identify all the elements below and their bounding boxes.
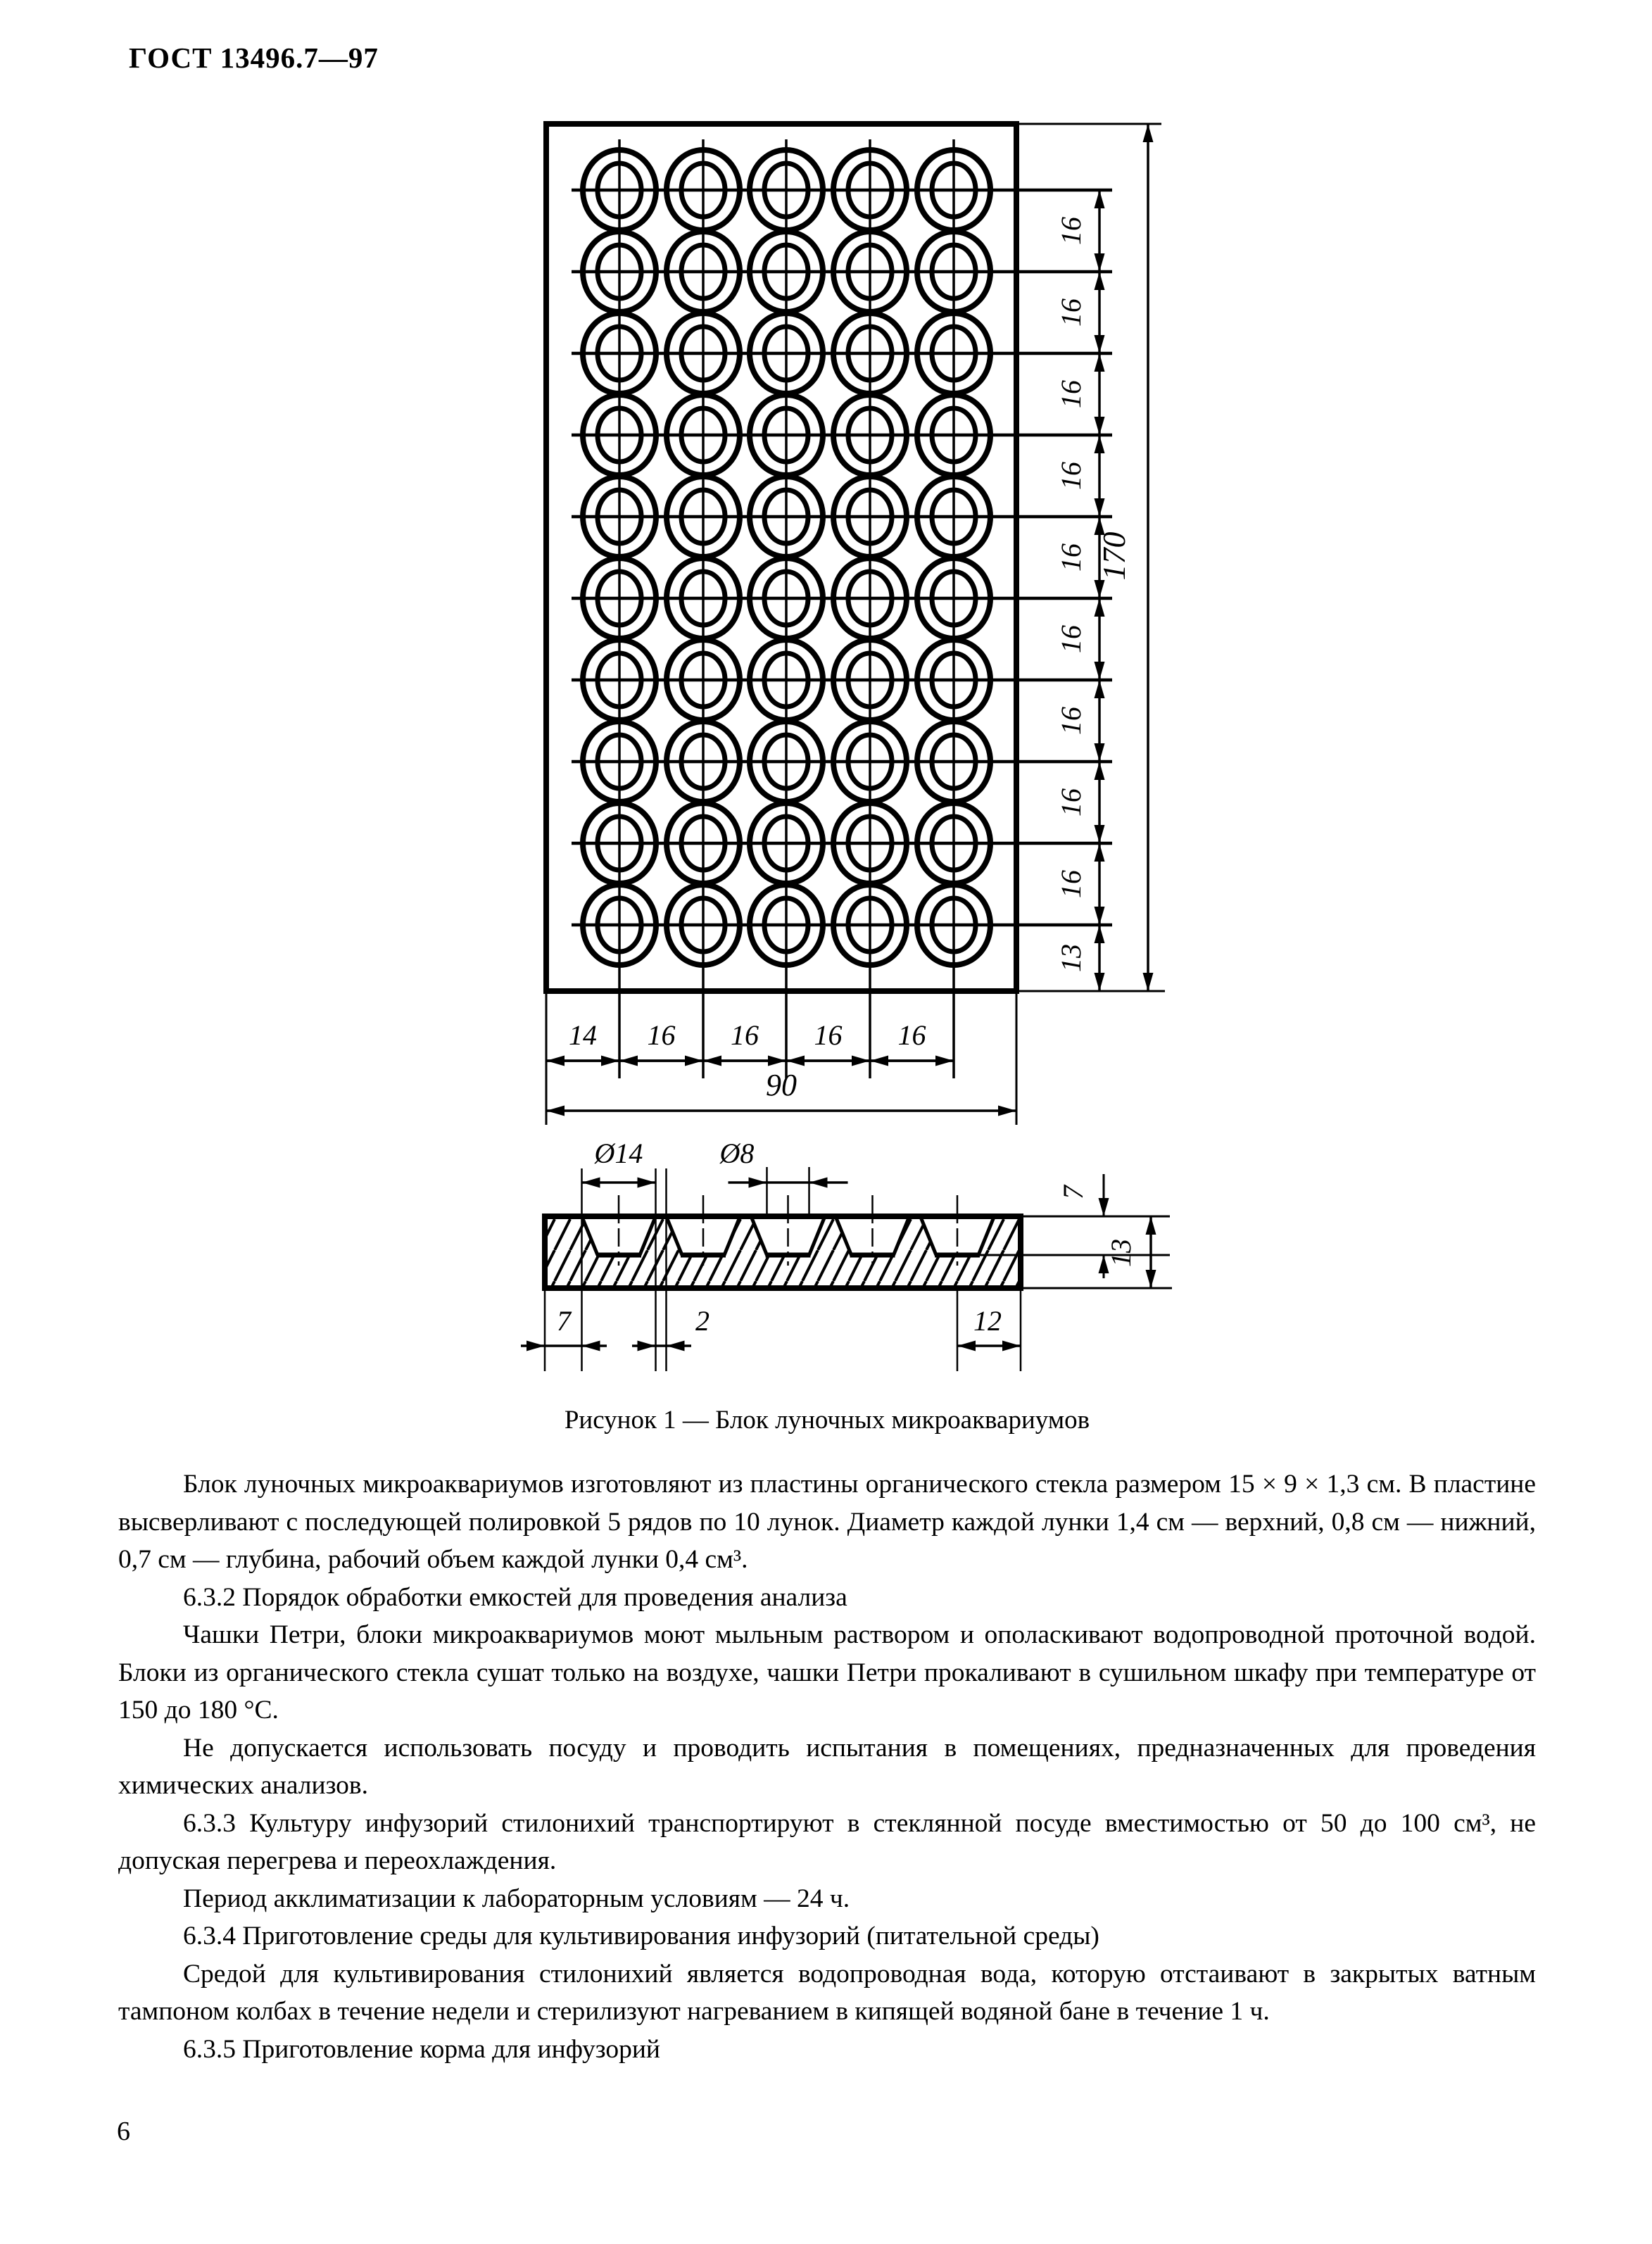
dimension-label: 16 bbox=[1055, 217, 1087, 245]
dimension-label: 16 bbox=[814, 1019, 843, 1051]
figure-section-view bbox=[493, 1126, 1190, 1387]
dimension-label: 16 bbox=[731, 1019, 759, 1051]
dimension-label: 14 bbox=[569, 1019, 597, 1051]
paragraph: 6.3.2 Порядок обработки емкостей для проведения анализа bbox=[183, 1582, 847, 1612]
dimension-label: 16 bbox=[1055, 380, 1087, 408]
paragraph: Блок луночных микроаквариумов изготовляют из пластины органического стекла размером 15 × 9 × 1,3 см. В пластине высверливают с последующей полировкой 5 рядов по 10 лунок. Диаметр каждой лунки 1,4 см — верхний, 0,8 см — нижний, 0,7 см — глубина, рабочий объем каждой лунки 0,4 см³. bbox=[118, 1470, 1536, 1574]
dimension-label: 16 bbox=[1055, 625, 1087, 653]
paragraph: Период акклиматизации к лабораторным условиям — 24 ч. bbox=[183, 1884, 850, 1913]
paragraph: 6.3.5 Приготовление корма для инфузорий bbox=[183, 2034, 660, 2064]
dimension-label: 16 bbox=[1055, 870, 1087, 898]
document-header: ГОСТ 13496.7—97 bbox=[129, 42, 379, 74]
paragraph: Средой для культивирования стилонихий является водопроводная вода, которую отстаивают в закрытых ватным тампоном колбах в течение недели и стерилизуют нагреванием в кипящей водяной бане в течение 1 ч. bbox=[118, 1959, 1536, 2026]
dimension-label: Ø14 bbox=[594, 1137, 643, 1169]
dimension-label: 16 bbox=[1055, 707, 1087, 735]
paragraph: 6.3.3 Культуру инфузорий стилонихий транспортируют в стеклянной посуде вместимостью от 50 до 100 см³, не допуская перегрева и переохлаждения. bbox=[118, 1808, 1536, 1875]
figure-caption: Рисунок 1 — Блок луночных микроаквариумов bbox=[564, 1406, 1090, 1435]
body-text bbox=[118, 1465, 1536, 2068]
paragraph: 6.3.4 Приготовление среды для культивирования инфузорий (питательной среды) bbox=[183, 1922, 1099, 1950]
dimension-label: 16 bbox=[1055, 788, 1087, 817]
dimension-label: 7 bbox=[1057, 1185, 1089, 1199]
dimension-label: 13 bbox=[1105, 1239, 1137, 1267]
dimension-label: 16 bbox=[1055, 543, 1087, 572]
dimension-label: 2 bbox=[695, 1305, 710, 1337]
dimension-label: 16 bbox=[647, 1019, 676, 1051]
dimension-label: 12 bbox=[973, 1305, 1002, 1337]
paragraph: Чашки Петри, блоки микроаквариумов моют мыльным раствором и ополаскивают водопроводной проточной водой. Блоки из органического стекла сушат только на воздухе, чашки Петри прокаливают в сушильном шкафу при температуре от 150 до 180 °С. bbox=[118, 1620, 1536, 1725]
paragraph: Не допускается использовать посуду и проводить испытания в помещениях, предназначенных для проведения химических анализов. bbox=[118, 1733, 1536, 1800]
figure-plan-view bbox=[493, 106, 1190, 1140]
dimension-label: 16 bbox=[897, 1019, 926, 1051]
dimension-label: Ø8 bbox=[719, 1137, 755, 1169]
dimension-label: 170 bbox=[1096, 531, 1132, 581]
dimension-label: 13 bbox=[1055, 944, 1087, 972]
dimension-label: 90 bbox=[766, 1068, 797, 1102]
dimension-label: 7 bbox=[557, 1305, 571, 1337]
dimension-label: 16 bbox=[1055, 298, 1087, 327]
page-number: 6 bbox=[117, 2117, 130, 2146]
dimension-label: 16 bbox=[1055, 462, 1087, 490]
